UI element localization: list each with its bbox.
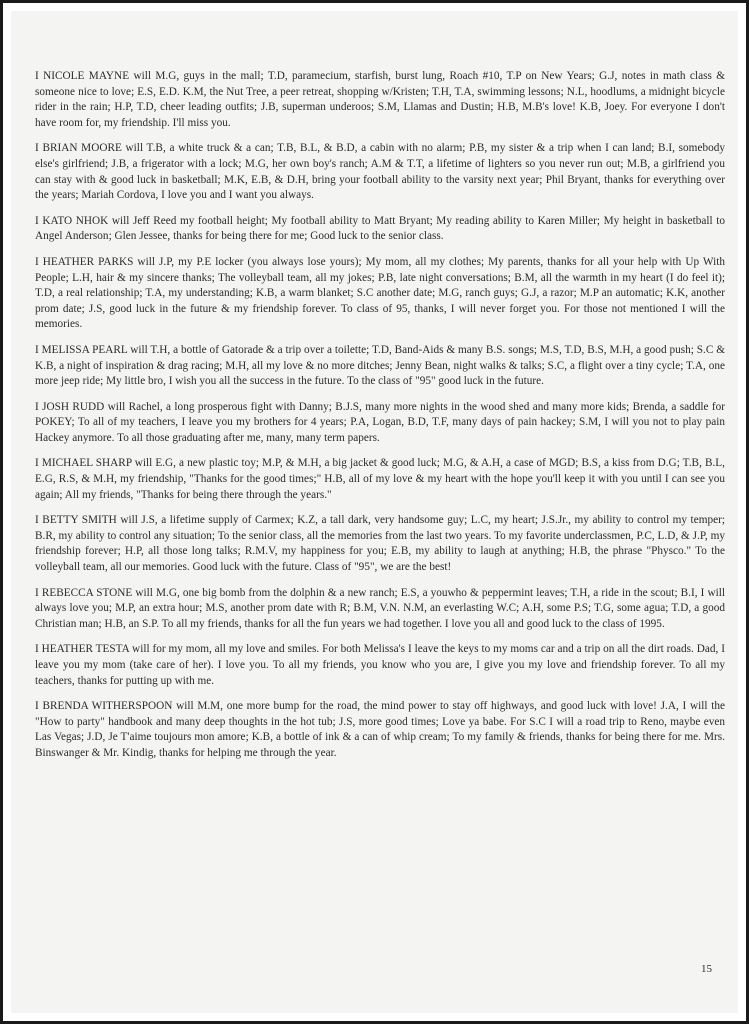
will-entry-kato-nhok: I KATO NHOK will Jeff Reed my football height; My football ability to Matt Bryant; My reading ability to Karen Miller; My height in basketball to Angel Anderson; Glen Jessee, thanks for being there for me; Good luck to the senior class. bbox=[35, 214, 725, 243]
will-entry-heather-parks: I HEATHER PARKS will J.P, my P.E locker (you always lose yours); My mom, all my clothes; My parents, thanks for all your help with Up With People; L.H, hair & my sincere thanks; The volleyball team, all my jokes; P.B, late night conversations; B.M, all the warmth in my heart (I do feel it); T.D, a real relationship; T.A, my understanding; K.B, a warm blanket; S.C another date; M.G, ranch guys; G.J, a razor; M.P an automatic; K.K, another prom date; J.S, good luck in the future & my friendship forever. To class of 95, thanks, I will never forget you. For those not mentioned I will the memories. bbox=[35, 255, 725, 331]
will-entry-brian-moore: I BRIAN MOORE will T.B, a white truck & a can; T.B, B.L, & B.D, a cabin with no alarm; P.B, my sister & a trip when I can land; B.I, somebody else's girlfriend; J.B, a frigerator with a lock; M.G, her own boy's ranch; A.M & T.T, a lifetime of lighters so you never run out; M.B, a girlfriend you can stay with & good luck in basketball; M.K, E.B, & D.H, bring your football ability to the varsity next year; Phil Bryant, thanks for everything over the years; Mariah Cordova, I love you and I want you always. bbox=[35, 142, 725, 202]
will-entry-brenda-witherspoon: I BRENDA WITHERSPOON will M.M, one more bump for the road, the mind power to stay off highways, and good luck with love! J.A, I will the "How to party" handbook and many deep thoughts in the hot tub; J.S, more good times; Love ya babe. For S.C I will a road trip to Reno, maybe even Las Vegas; J.D, Je T'aime toujours mon amore; K.B, a bottle of ink & a can of whip cream; To my family & friends, thanks for being there for me. Mrs. Binswanger & Mr. Kindig, thanks for helping me through the year. bbox=[35, 700, 725, 759]
yearbook-page bbox=[11, 11, 738, 1013]
will-entry-melissa-pearl: I MELISSA PEARL will T.H, a bottle of Gatorade & a trip over a toilette; T.D, Band-Aids & many B.S. songs; M.S, T.D, B.S, M.H, a good push; S.C & K.B, a night of inspiration & drag racing; M.H, all my love & no more ditches; Jenny Bean, night walks & talks; S.C, a flight over a tiny cycle; T.A, one more jeep ride; My little bro, I wish you all the success in the future. To the class of "95" good luck in the future. bbox=[35, 343, 725, 388]
senior-wills bbox=[35, 69, 725, 772]
will-entry-rebecca-stone: I REBECCA STONE will M.G, one big bomb from the dolphin & a new ranch; E.S, a youwho & peppermint leaves; T.H, a ride in the scout; B.I, I will always love you; M.P, an extra hour; M.S, another prom date with R; B.M, V.N. N.M, an everlasting W.C; A.H, some P.S; T.G, some agua; T.D, a good Christian man; H.B, an S.P. To all my friends, thanks for all the fun years we had together. I love you all and good luck to the class of 1995. bbox=[35, 586, 725, 630]
will-entry-heather-testa: I HEATHER TESTA will for my mom, all my love and smiles. For both Melissa's I leave the keys to my moms car and a trip on all the dirt roads. Dad, I leave you my mom (take care of her). I love you. To all my friends, you know who you are, I give you my love and friendship forever. To all my teachers, thanks for putting up with me. bbox=[35, 643, 725, 687]
will-entry-josh-rudd: I JOSH RUDD will Rachel, a long prosperous fight with Danny; B.J.S, many more nights in the wood shed and many more kids; Brenda, a saddle for POKEY; To all of my teachers, I leave you my brothers for 4 years; P.A, Logan, B.D, T.F, many days of pain hackey; S.M, I will you not to play pain Hackey anymore. To all those graduating after me, many, many term papers. bbox=[35, 400, 725, 444]
will-entry-betty-smith: I BETTY SMITH will J.S, a lifetime supply of Carmex; K.Z, a tall dark, very handsome guy; L.C, my heart; J.S.Jr., my ability to control my temper; B.R, my ability to control any situation; To the senior class, all the memories from the last two years. To my favorite underclassmen, P.C, L.D, & J.P, my friendship forever; H.P, all those long talks; R.M.V, my happiness for you; E.B, my ability to laugh at anything; H.B, the phrase "Physco." To the volleyball team, all our memories. Good luck with the future. Class of "95", we are the best! bbox=[35, 514, 725, 574]
page-number: 15 bbox=[701, 963, 712, 975]
will-entry-nicole-mayne: I NICOLE MAYNE will M.G, guys in the mall; T.D, paramecium, starfish, burst lung, Roach #10, T.P on New Years; G.J, notes in math class & someone nice to love; E.S, E.D. K.M, the Nut Tree, a peer retreat, shopping w/Kristen; T.H, T.A, swimming lessons; N.L, hoodlums, a midnight bicycle rider in the rain; H.P, T.D, cheer leading outfits; J.B, superman underoos; S.M, Llamas and Dustin; H.B, M.B's love! K.B, Joey. For everyone I don't have room for, my friendship. I'll miss you. bbox=[35, 70, 725, 129]
will-entry-michael-sharp: I MICHAEL SHARP will E.G, a new plastic toy; M.P, & M.H, a big jacket & good luck; M.G, & A.H, a case of MGD; B.S, a kiss from D.G; T.B, B.L, E.G, R.S, & M.H, my friendship, "Thanks for the good times;" H.B, all of my love & my heart with the hope you'll keep it with you until I can see you again; All my friends, "Thanks for being there through the years." bbox=[35, 457, 725, 501]
